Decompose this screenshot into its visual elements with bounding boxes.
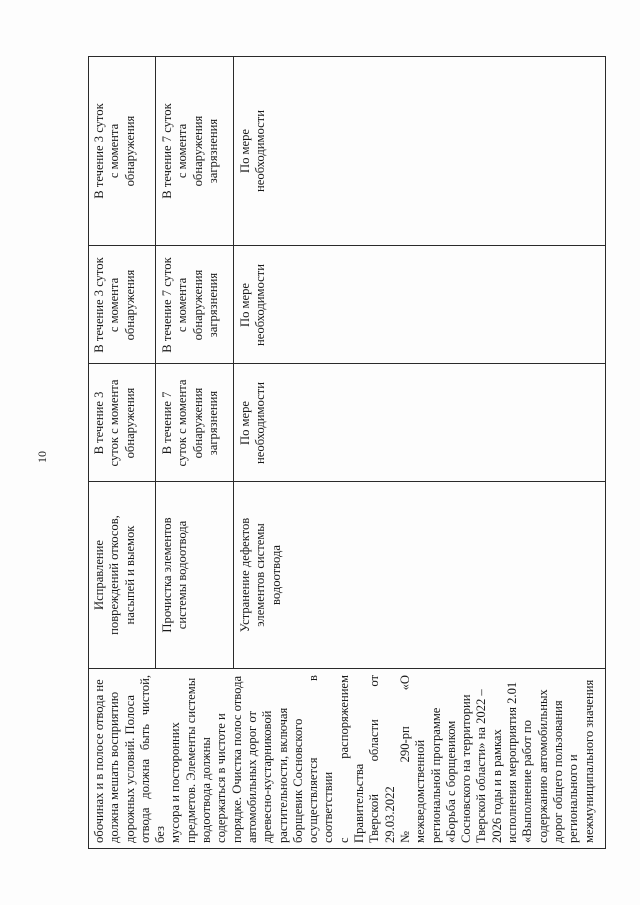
column-divider [88, 363, 606, 364]
text-line: с распоряжением Правительства [336, 675, 367, 843]
cell-line: Исправление [92, 539, 106, 611]
text-line: Тверской области от 29.03.2022 [367, 675, 397, 843]
cell-line: повреждений откосов, [107, 515, 122, 635]
cell-line: обнаружения [190, 115, 205, 187]
table-border-right [88, 56, 606, 57]
text-line: содержаться в чистоте и [214, 713, 229, 843]
column-divider [88, 668, 606, 669]
table-cell-deadline [160, 58, 221, 244]
cell-line: системы водоотвода [175, 520, 190, 630]
text-line: «Выполнение работ по [520, 720, 535, 843]
cell-line: суток с момента [175, 379, 190, 467]
text-line: дорожных условий. Полоса [122, 695, 137, 843]
cell-line: необходимости [253, 264, 268, 346]
cell-line: обнаружения [122, 387, 137, 459]
cell-line: В течение 3 [92, 391, 106, 455]
text-line: № 290-рп «О межведомственной [397, 675, 428, 843]
cell-line: загрязнения [205, 272, 220, 338]
cell-line: с момента [107, 123, 122, 179]
table-cell-deadline [238, 248, 269, 362]
cell-line: Устранение дефектов [238, 517, 252, 633]
cell-line: Прочистка элементов [160, 517, 174, 633]
cell-line: По мере [238, 283, 252, 327]
text-line: 2026 годы и в рамках [489, 729, 504, 843]
text-line: Сосновского на территории [459, 694, 474, 843]
cell-line: суток с момента [107, 379, 122, 467]
cell-line: обнаружения [122, 269, 137, 341]
text-line: отвода должна быть чистой, без [137, 675, 168, 843]
text-line: мусора и посторонних [168, 722, 183, 843]
text-line: Тверской области» на 2022 – [474, 689, 489, 843]
text-line: древесно-кустарниковой [260, 710, 275, 843]
table-cell-work [160, 487, 191, 663]
text-line: содержанию автомобильных [535, 689, 550, 843]
rotated-table [88, 56, 606, 849]
text-line: обочинах и в полосе отвода не [92, 679, 106, 843]
table-cell-deadline [238, 366, 269, 480]
cell-line: обнаружения [122, 115, 137, 187]
cell-line: водоотвода [268, 545, 283, 605]
cell-line: По мере [238, 401, 252, 445]
text-line: «Борьба с борщевиком [443, 720, 458, 843]
cell-line: загрязнения [205, 390, 220, 456]
cell-line: В течение 3 суток [92, 103, 106, 199]
cell-line: с момента [175, 123, 190, 179]
table-border-left [88, 848, 606, 849]
cell-line: В течение 3 суток [92, 257, 106, 353]
table-cell-deadline [160, 248, 221, 362]
table-cell-deadline [238, 58, 269, 244]
table-border-top [88, 56, 89, 849]
cell-line: насыпей и выемок [122, 525, 137, 625]
cell-line: В течение 7 суток [160, 103, 174, 199]
cell-line: необходимости [253, 110, 268, 192]
table-border-bottom [605, 56, 606, 849]
text-line: должна мешать восприятию [107, 691, 122, 843]
text-line: осуществляется в соответствии [306, 675, 336, 843]
cell-line: загрязнения [205, 118, 220, 184]
table-cell-deadline [160, 366, 221, 480]
text-line: предметов. Элементы системы [183, 677, 198, 843]
cell-line: с момента [107, 277, 122, 333]
text-line: борщевик Сосновского [290, 718, 305, 843]
table-cell-deadline [92, 58, 138, 244]
text-line: регионального и [566, 754, 581, 843]
cell-line: В течение 7 суток [160, 257, 174, 353]
text-line: дорог общего пользования [550, 700, 565, 843]
column-divider [88, 245, 606, 246]
cell-line: В течение 7 [160, 391, 174, 455]
cell-line: необходимости [253, 382, 268, 464]
table-cell-deadline [92, 248, 138, 362]
text-line: исполнения мероприятия 2.01 [505, 681, 520, 843]
column-divider [88, 481, 606, 482]
text-line: водоотвода должны [199, 737, 214, 843]
text-line: растительности, включая [275, 707, 290, 843]
cell-line: обнаружения [190, 269, 205, 341]
requirements-text [92, 675, 604, 843]
text-line: автомобильных дорог от [244, 711, 259, 843]
cell-line: обнаружения [190, 387, 205, 459]
row-divider [155, 56, 156, 669]
cell-line: с момента [175, 277, 190, 333]
table-cell-work [238, 487, 284, 663]
text-line: межмуниципального значения [581, 679, 596, 843]
row-divider [233, 56, 234, 669]
page-number: 10 [35, 451, 49, 463]
table-cell-work [92, 487, 138, 663]
table-cell-deadline [92, 366, 138, 480]
text-line: порядке. Очистка полос отвода [229, 675, 244, 843]
cell-line: элементов системы [253, 523, 268, 627]
text-line: региональной программе [428, 707, 443, 843]
cell-line: По мере [238, 129, 252, 173]
